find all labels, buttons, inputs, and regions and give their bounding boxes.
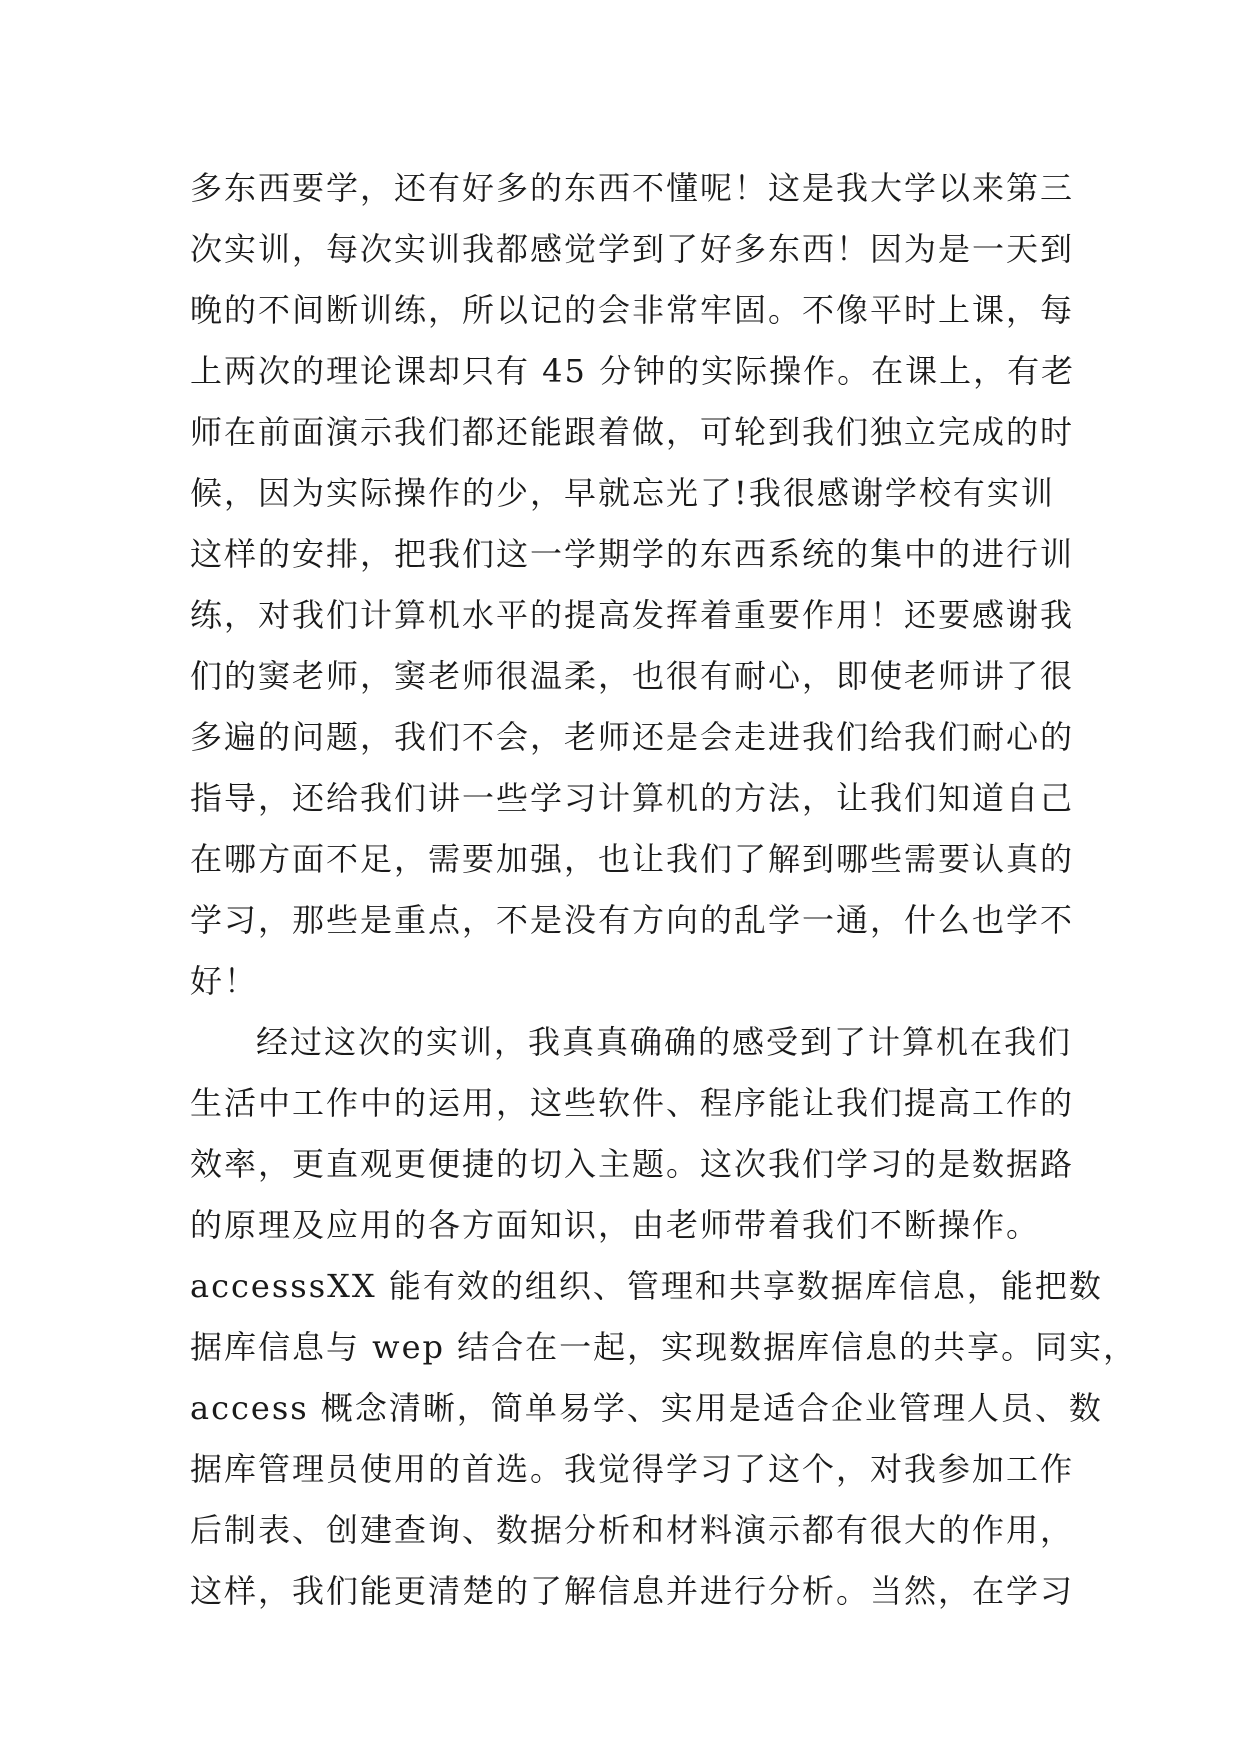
text-line: 学习，那些是重点，不是没有方向的乱学一通，什么也学不 [190,901,1075,939]
text-line: 的原理及应用的各方面知识，由老师带着我们不断操作。 [190,1206,1041,1244]
text-line: 这样，我们能更清楚的了解信息并进行分析。当然，在学习 [190,1572,1075,1610]
text-line: 这样的安排，把我们这一学期学的东西系统的集中的进行训 [190,535,1075,573]
text-line: 在哪方面不足，需要加强，也让我们了解到哪些需要认真的 [190,840,1075,878]
text-line: 练，对我们计算机水平的提高发挥着重要作用！还要感谢我 [190,596,1075,634]
body-text [190,158,1138,1622]
text-line: 据库信息与 wep 结合在一起，实现数据库信息的共享。同实， [190,1328,1138,1366]
text-line: 晚的不间断训练，所以记的会非常牢固。不像平时上课，每 [190,291,1075,329]
text-line: 指导，还给我们讲一些学习计算机的方法，让我们知道自己 [190,779,1075,817]
paragraph-first-line: 经过这次的实训，我真真确确的感受到了计算机在我们 [256,1023,1073,1061]
text-line: 多东西要学，还有好多的东西不懂呢！这是我大学以来第三 [190,169,1075,207]
text-line: 效率，更直观更便捷的切入主题。这次我们学习的是数据路 [190,1145,1075,1183]
text-line: 候，因为实际操作的少，早就忘光了!我很感谢学校有实训 [190,474,1055,512]
text-line: 据库管理员使用的首选。我觉得学习了这个，对我参加工作 [190,1450,1075,1488]
text-line: 上两次的理论课却只有 45 分钟的实际操作。在课上，有老 [190,352,1076,390]
text-line: 好！ [190,962,259,1000]
text-line: access 概念清晰，简单易学、实用是适合企业管理人员、数 [190,1389,1103,1427]
text-line: 次实训，每次实训我都感觉学到了好多东西！因为是一天到 [190,230,1075,268]
text-line: 多遍的问题，我们不会，老师还是会走进我们给我们耐心的 [190,718,1075,756]
text-line: 生活中工作中的运用，这些软件、程序能让我们提高工作的 [190,1084,1075,1122]
text-line: 师在前面演示我们都还能跟着做，可轮到我们独立完成的时 [190,413,1075,451]
text-line: 们的窦老师，窦老师很温柔，也很有耐心，即使老师讲了很 [190,657,1075,695]
text-line: 后制表、创建查询、数据分析和材料演示都有很大的作用， [190,1511,1075,1549]
text-line: accesssXX 能有效的组织、管理和共享数据库信息，能把数 [190,1267,1103,1305]
